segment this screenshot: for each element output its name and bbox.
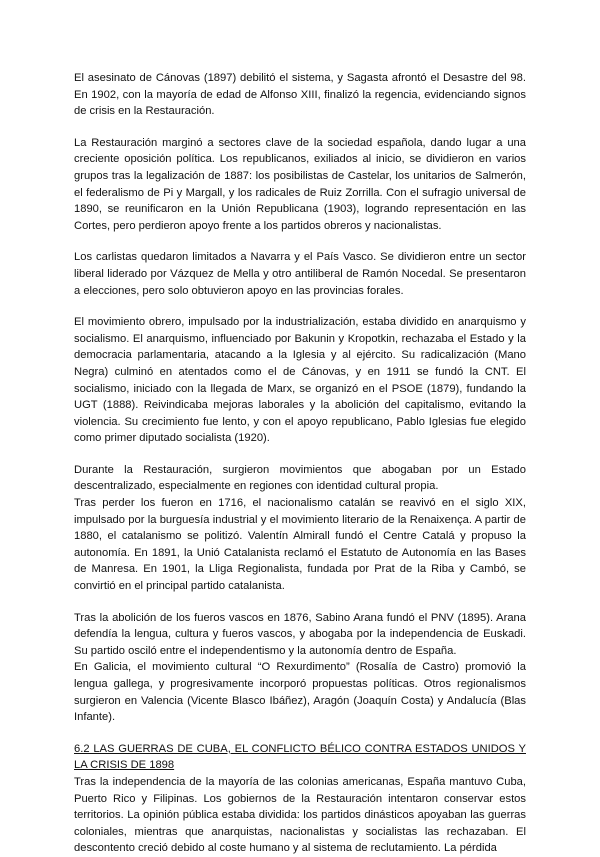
paragraph-7: Tras la abolición de los fueros vascos en 1876, Sabino Arana fundó el PNV (1895). Arana defendía la lengua, cultura y fueros vascos, y abogaba por la independencia de Euskadi. Su partido osciló entre el independentismo y la autonomía dentro de España. (74, 611, 526, 657)
section-heading: 6.2 LAS GUERRAS DE CUBA, EL CONFLICTO BÉLICO CONTRA ESTADOS UNIDOS Y LA CRISIS DE 1898 (74, 742, 526, 772)
paragraph-2: La Restauración marginó a sectores clave de la sociedad española, dando lugar a una creciente oposición política. Los republicanos, exiliados al inicio, se dividieron en varios grupos tras la legalización de 1887: los posibilistas de Castelar, los unitarios de Salmerón, el federalismo de Pi y Margall, y los radicales de Ruiz Zorrilla. Con el sufragio universal de 1890, se reunificaron en la Unión Republicana (1903), logrando representación en las Cortes, pero perdieron apoyo frente a los partidos obreros y nacionalistas. (74, 136, 526, 232)
paragraph-8: En Galicia, el movimiento cultural “O Rexurdimento” (Rosalía de Castro) promovió la lengua gallega, y progresivamente incorporó propuestas políticas. Otros regionalismos surgieron en Valencia (Vicente Blasco Ibáñez), Aragón (Joaquín Costa) y Andalucía (Blas Infante). (74, 661, 526, 724)
paragraph-9: Tras la independencia de la mayoría de las colonias americanas, España mantuvo Cuba, Puerto Rico y Filipinas. Los gobiernos de la Restauración intentaron conservar estos territorios. La opinión pública estaba dividida: los partidos dinásticos apoyaban las guerras coloniales, mientras que anarquistas, nacionalistas y socialistas las rechazaban. El descontento creció debido al coste humano y al sistema de reclutamiento. La pérdida (74, 775, 526, 855)
section-block (74, 741, 526, 857)
paragraph-block-1 (74, 70, 526, 120)
paragraph-block-5 (74, 462, 526, 595)
paragraph-6: Tras perder los fueron en 1716, el nacionalismo catalán se reavivó en el siglo XIX, impulsado por la burguesía industrial y el movimiento literario de la Renaixença. A partir de 1880, el catalanismo se politizó. Valentín Almirall fundó el Centre Catalá y propuso la autonomía. En 1891, la Unió Catalanista reclamó el Estatuto de Autonomía en las Bases de Manresa. En 1901, la Lliga Regionalista, fundada por Prat de la Riba y Cambó, se convirtió en el principal partido catalanista. (74, 497, 526, 593)
paragraph-block-2 (74, 135, 526, 235)
paragraph-1: El asesinato de Cánovas (1897) debilitó el sistema, y Sagasta afrontó el Desastre del 98. En 1902, con la mayoría de edad de Alfonso XIII, finalizó la regencia, evidenciando signos de crisis en la Restauración. (74, 72, 526, 118)
paragraph-block-3 (74, 249, 526, 299)
paragraph-block-6 (74, 610, 526, 726)
paragraph-5: Durante la Restauración, surgieron movimientos que abogaban por un Estado descentralizado, especialmente en regiones con identidad cultural propia. (74, 463, 526, 493)
paragraph-4: El movimiento obrero, impulsado por la industrialización, estaba dividido en anarquismo y socialismo. El anarquismo, influenciado por Bakunin y Kropotkin, rechazaba el Estado y la democracia parlamentaria, atacando a la Iglesia y al ejército. Su radicalización (Mano Negra) culminó en atentados como el de Cánovas, y en 1911 se fundó la CNT. El socialismo, iniciado con la llegada de Marx, se organizó en el PSOE (1879), fundando la UGT (1888). Reivindicaba mejoras laborales y la abolición del capitalismo, evitando la violencia. Su crecimiento fue lento, y con el apoyo republicano, Pablo Iglesias fue elegido como primer diputado socialista (1920). (74, 316, 526, 445)
paragraph-block-4 (74, 314, 526, 447)
paragraph-3: Los carlistas quedaron limitados a Navarra y el País Vasco. Se dividieron entre un sector liberal liderado por Vázquez de Mella y otro antiliberal de Ramón Nocedal. Se presentaron a elecciones, pero solo obtuvieron apoyo en las provincias forales. (74, 251, 526, 297)
